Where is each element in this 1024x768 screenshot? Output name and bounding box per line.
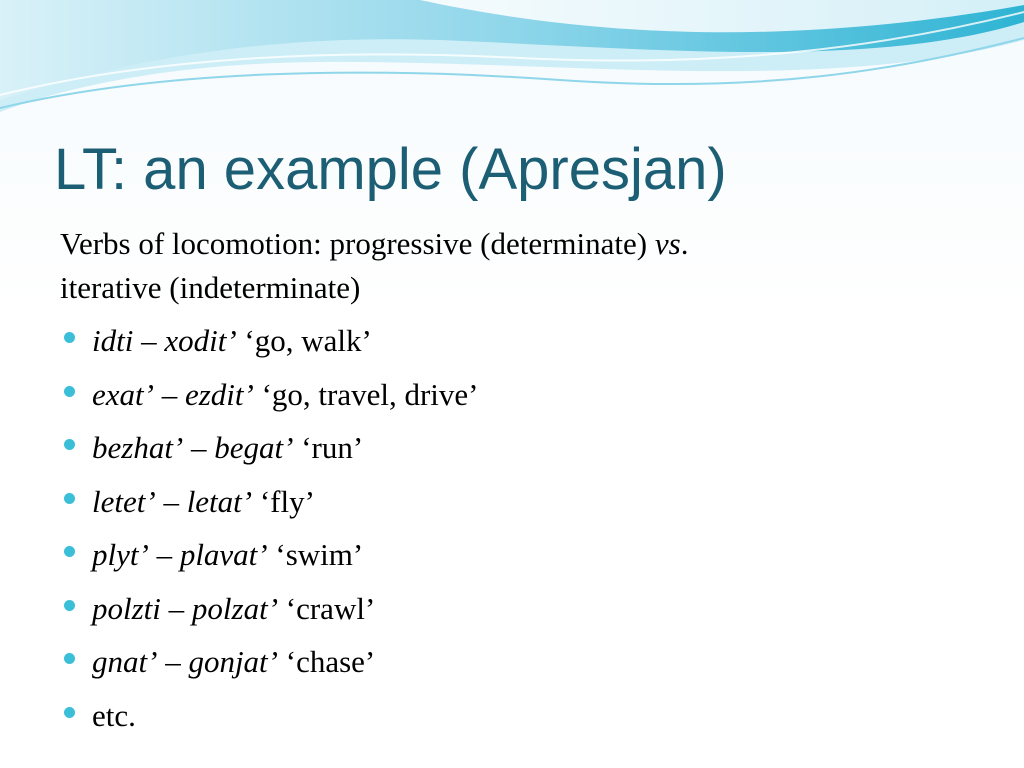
verb-progressive: polzti (92, 590, 161, 626)
list-item (60, 319, 960, 373)
gloss: ‘fly’ (252, 483, 315, 519)
bullet-icon (64, 707, 75, 718)
verb-pair-list (60, 319, 960, 747)
verb-progressive: exat’ (92, 376, 154, 412)
gloss: ‘chase’ (278, 644, 376, 679)
gloss: ‘swim’ (267, 537, 364, 572)
gloss: ‘go, travel, drive’ (253, 376, 479, 412)
bullet-icon (64, 546, 75, 557)
verb-iterative: letat’ (186, 483, 253, 519)
intro-paragraph (60, 222, 960, 310)
intro-period: . (680, 226, 689, 261)
dash: – (183, 430, 215, 465)
bullet-icon (64, 600, 75, 611)
bullet-icon (64, 493, 75, 504)
verb-iterative: xodit’ (164, 323, 237, 358)
list-item (60, 373, 960, 427)
verb-progressive: gnat’ (92, 644, 158, 679)
dash: – (133, 323, 165, 358)
dash: – (157, 644, 189, 679)
list-item (60, 587, 960, 641)
dash: – (160, 590, 192, 626)
etc-text: etc. (92, 697, 136, 733)
list-item (60, 694, 960, 748)
dash: – (153, 376, 185, 412)
dash: – (148, 537, 180, 572)
list-item (60, 426, 960, 480)
intro-line2: iterative (indeterminate) (60, 270, 361, 305)
slide-body (60, 222, 960, 747)
verb-iterative: gonjat’ (188, 644, 278, 679)
bullet-icon (64, 332, 75, 343)
list-item (60, 640, 960, 694)
verb-progressive: letet’ (92, 483, 156, 519)
verb-iterative: polzat’ (191, 590, 279, 626)
verb-progressive: bezhat’ (92, 430, 184, 465)
dash: – (155, 483, 187, 519)
verb-iterative: plavat’ (179, 537, 268, 572)
bullet-icon (64, 386, 75, 397)
verb-progressive: idti (92, 323, 134, 358)
gloss: ‘go, walk’ (236, 323, 372, 358)
bullet-icon (64, 439, 75, 450)
verb-iterative: begat’ (214, 430, 294, 465)
gloss: ‘run’ (293, 430, 364, 465)
list-item (60, 533, 960, 587)
verb-progressive: plyt’ (92, 537, 149, 572)
gloss: ‘crawl’ (278, 590, 376, 626)
intro-text: Verbs of locomotion: progressive (determinate) (60, 226, 655, 261)
slide-title: LT: an example (Apresjan) (54, 137, 727, 202)
verb-iterative: ezdit’ (184, 376, 254, 412)
list-item (60, 480, 960, 534)
header-wave-decoration (0, 0, 1024, 130)
bullet-icon (64, 653, 75, 664)
intro-vs: vs (654, 226, 681, 261)
